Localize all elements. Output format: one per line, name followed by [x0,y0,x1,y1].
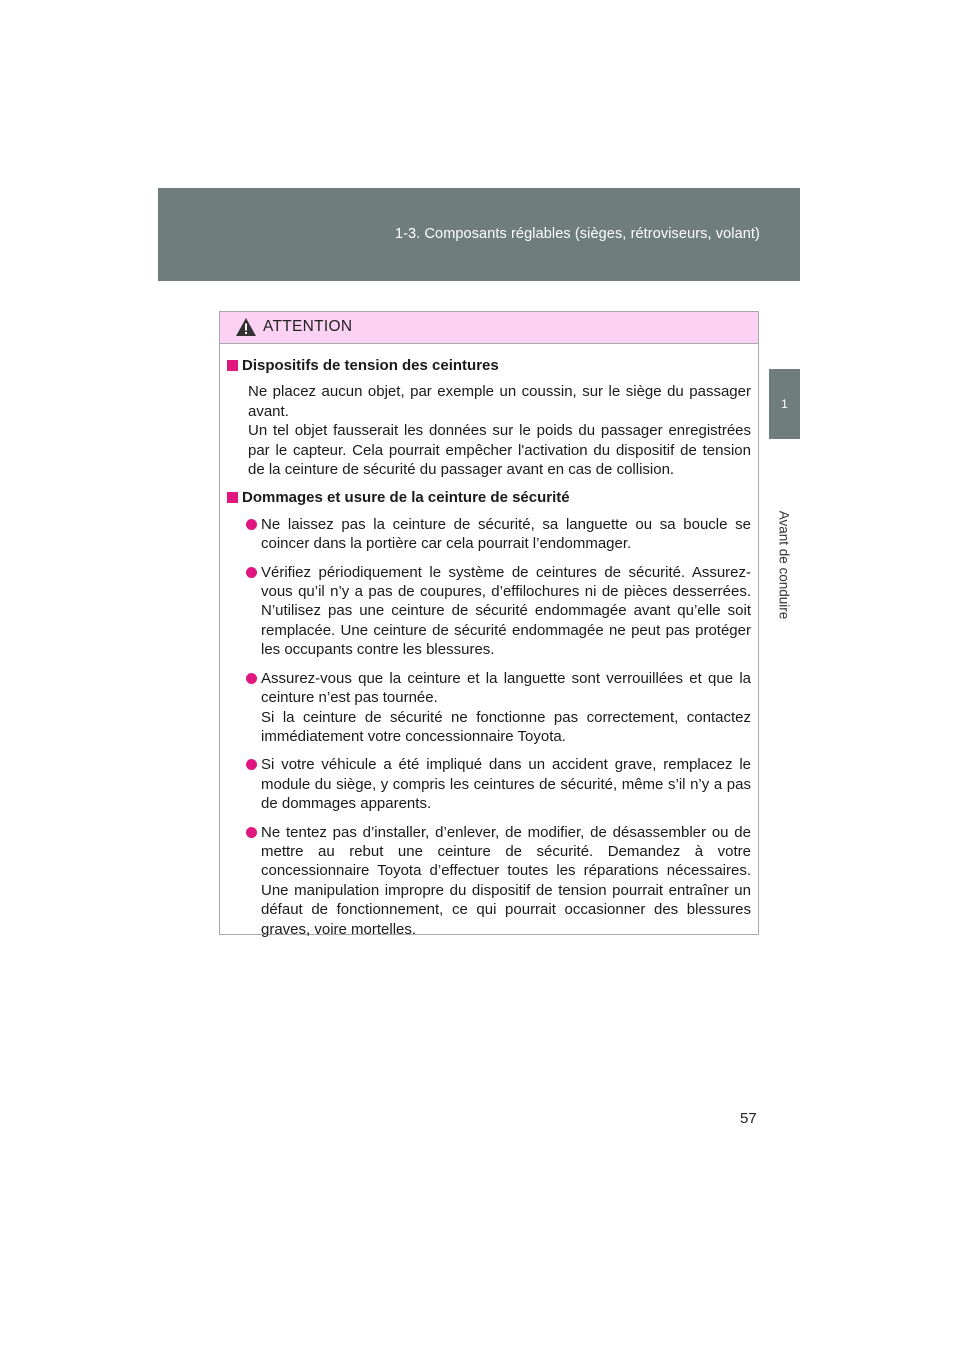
section-heading [227,488,751,507]
section-title: 1-3. Composants réglables (sièges, rétroviseurs, volant) [394,226,760,242]
caution-title: ATTENTION [263,318,353,335]
list-item [227,755,751,813]
round-bullet-icon [246,673,257,684]
section-heading-text: Dispositifs de tension des ceintures [242,357,499,374]
round-bullet-icon [246,759,257,770]
list-item-text: Ne tentez pas d’installer, d’enlever, de modifier, de désassembler ou de mettre au rebut une ceinture de sécurité. Demandez à votre concessionnaire Toyota d’effectuer toutes les réparations nécessaires. Une manipulation impropre du dispositif de tension pourrait entraîner un défaut de fonctionnement, ce qui pourrait occasionner des blessures graves, voire mortelles. [261,823,751,938]
paragraph-line: Un tel objet fausserait les données sur le poids du passager enregistrées par le capteur. Cela pourrait empêcher l'activation du dispositif de tension de la ceinture de sécurité du passager avant en cas de collision. [248,422,751,479]
list-item [227,563,751,660]
section-heading [227,356,751,375]
caution-body [220,344,758,939]
list-item [227,515,751,554]
round-bullet-icon [246,827,257,838]
caution-header [220,312,758,344]
square-bullet-icon [227,360,238,371]
list-item [227,823,751,939]
page-number: 57 [740,1110,757,1127]
chapter-number: 1 [781,397,788,411]
round-bullet-icon [246,567,257,578]
square-bullet-icon [227,492,238,503]
list-item-text: Vérifiez périodiquement le système de ceintures de sécurité. Assurez-vous qu’il n’y a pas de coupures, d’effilochures ni de pièces desserrées. N’utilisez pas une ceinture de sécurité endommagée avant qu’elle soit remplacée. Une ceinture de sécurité endommagée ne peut pas protéger les occupants contre les blessures. [261,563,751,659]
list-item-text: Si votre véhicule a été impliqué dans un accident grave, remplacez le module du siège, y compris les ceintures de sécurité, même s’il n’y a pas de dommages apparents. [261,756,751,813]
paragraph [248,382,751,479]
chapter-tab [769,369,800,439]
section-heading-text: Dommages et usure de la ceinture de sécurité [242,489,570,507]
paragraph-line: Ne placez aucun objet, par exemple un coussin, sur le siège du passager avant. [248,383,751,420]
round-bullet-icon [246,519,257,530]
warning-triangle-icon [235,317,257,337]
list-item-text: Assurez-vous que la ceinture et la languette sont verrouillées et que la ceinture n’est pas tournée. [261,669,751,707]
caution-box [219,311,759,938]
list-item-text: Si la ceinture de sécurité ne fonctionne pas correctement, contactez immédiatement votre concessionnaire Toyota. [261,708,751,745]
section-header-band [158,188,800,281]
list-item [227,669,751,747]
list-item-text: Ne laissez pas la ceinture de sécurité, sa languette ou sa boucle se coincer dans la portière car cela pourrait l’endommager. [261,515,751,553]
bullet-list [227,515,751,939]
chapter-label: Avant de conduire [776,510,792,620]
